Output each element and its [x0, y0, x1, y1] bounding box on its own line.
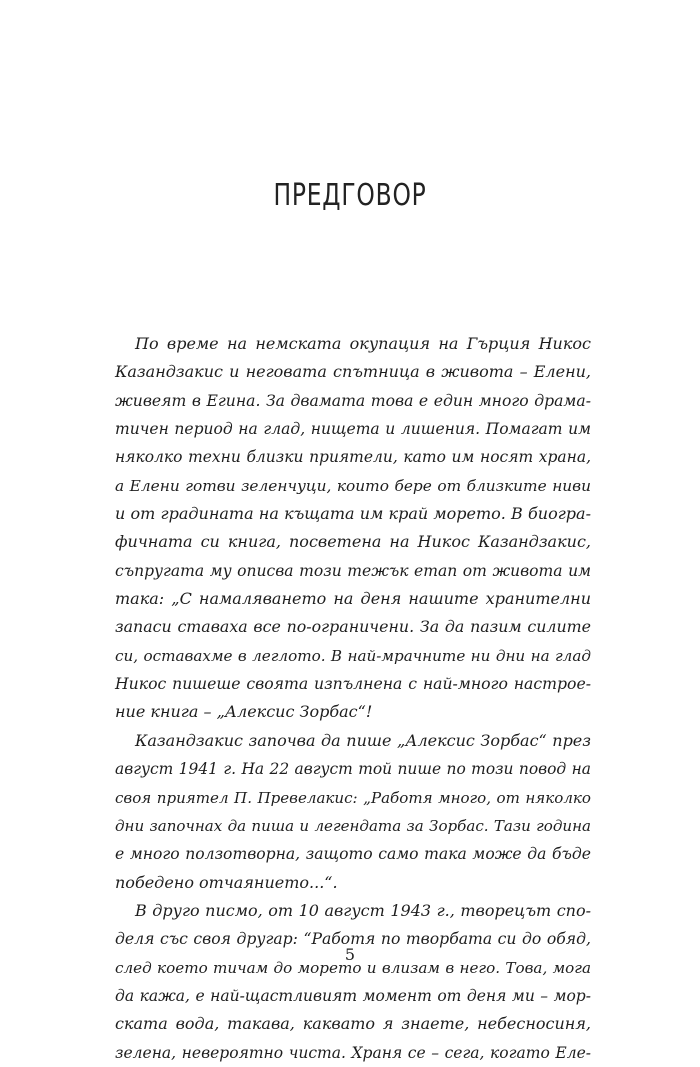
text-line: съпругата му описва този тежък етап от живота им [115, 561, 591, 580]
text-line: няколко техни близки приятели, като им носят храна, [115, 448, 591, 467]
page-number: 5 [344, 945, 356, 964]
text-line: така: „С намаляването на деня нашите хранителни [115, 589, 591, 609]
text-line: деля със своя другар: “Работя по творбата си до обяд, [115, 929, 591, 949]
text-line: ние книга – „Алексис Зорбас“! [115, 702, 373, 722]
text-line: ската вода, такава, каквато я знаете, небесносиня, [115, 1014, 591, 1034]
text-line: след което тичам до морето и влизам в него. Това, мога [115, 958, 591, 977]
text-line: фичната си книга, посветена на Никос Казандзакис, [115, 532, 591, 552]
text-line: а Елени готви зеленчуци, които бере от близките ниви [115, 476, 591, 495]
text-line: В друго писмо, от 10 август 1943 г., творецът спо- [135, 900, 591, 920]
text-line: си, оставахме в леглото. В най-мрачните ни дни на глад [115, 646, 591, 665]
text-line: Казандзакис и неговата спътница в живота – Елени, [115, 362, 591, 382]
chapter-title: ПРЕДГОВОР [273, 178, 427, 213]
text-line: да кажа, е най-щастливият момент от деня ми – мор- [115, 986, 591, 1005]
text-line: своя приятел П. Превелакис: „Работя много, от няколко [115, 788, 591, 807]
text-line: живеят в Егина. За двамата това е един много драма- [115, 390, 591, 410]
text-line: победено отчаянието...“. [115, 872, 338, 892]
text-line: тичен период на глад, нищета и лишения. Помагат им [115, 420, 591, 439]
text-line: По време на немската окупация на Гърция Никос [135, 334, 591, 353]
text-line: Никос пишеше своята изпълнена с най-много настрое- [115, 674, 591, 694]
text-line: и от градината на къщата им край морето. В биогра- [115, 504, 591, 524]
text-line: август 1941 г. На 22 август той пише по този повод на [115, 760, 591, 779]
text-line: дни започнах да пиша и легендата за Зорбас. Тази година [115, 816, 591, 835]
text-line: запаси ставаха все по-ограничени. За да пазим силите [115, 617, 591, 637]
text-line: Казандзакис започва да пише „Алексис Зорбас“ през [135, 730, 591, 750]
text-line: зелена, невероятно чиста. Храня се – сега, когато Еле- [115, 1043, 591, 1062]
text-line: е много ползотворна, защото само така може да бъде [115, 845, 591, 864]
